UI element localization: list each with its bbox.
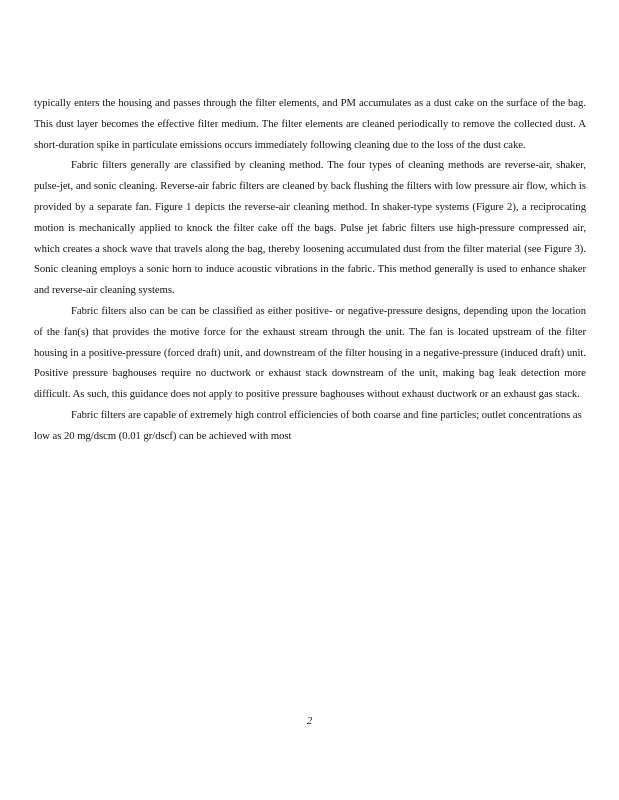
paragraph-4: Fabric filters are capable of extremely high control efficiencies of both coarse and fine particles; outlet concentrations as low as 20 mg/dscm (0.01 gr/dscf) can be achieved with most	[34, 409, 582, 442]
page-number: 2	[306, 716, 313, 727]
body-text	[34, 94, 586, 448]
paragraph-1: typically enters the housing and passes through the filter elements, and PM accumulates as a dust cake on the surface of the bag. This dust layer becomes the effective filter medium. The filter elements are cleaned periodically to remove the collected dust. A short-duration spike in particulate emissions occurs immediately following cleaning due to the loss of the dust cake.	[34, 98, 586, 151]
paragraph-2: Fabric filters generally are classified by cleaning method. The four types of cleaning methods are reverse-air, shaker, pulse-jet, and sonic cleaning. Reverse-air fabric filters are cleaned by back flushing the filters with low pressure air flow, which is provided by a separate fan. Figure 1 depicts the reverse-air cleaning method. In shaker-type systems (Figure 2), a reciprocating motion is mechanically applied to knock the filter cake off the bags. Pulse jet fabric filters use high-pressure compressed air, which creates a shock wave that travels along the bag, thereby loosening accumulated dust from the filter material (see Figure 3). Sonic cleaning employs a sonic horn to induce acoustic vibrations in the fabric. This method generally is used to enhance shaker and reverse-air cleaning systems.	[34, 160, 586, 297]
paragraph-3: Fabric filters also can be can be classified as either positive- or negative-pressure designs, depending upon the location of the fan(s) that provides the motive force for the exhaust stream through the unit. The fan is located upstream of the filter housing in a positive-pressure (forced draft) unit, and downstream of the filter housing in a negative-pressure (induced draft) unit. Positive pressure baghouses require no ductwork or exhaust stack downstream of the unit, making bag leak detection more difficult. As such, this guidance does not apply to positive pressure baghouses without exhaust ductwork or an exhaust gas stack.	[34, 305, 586, 401]
